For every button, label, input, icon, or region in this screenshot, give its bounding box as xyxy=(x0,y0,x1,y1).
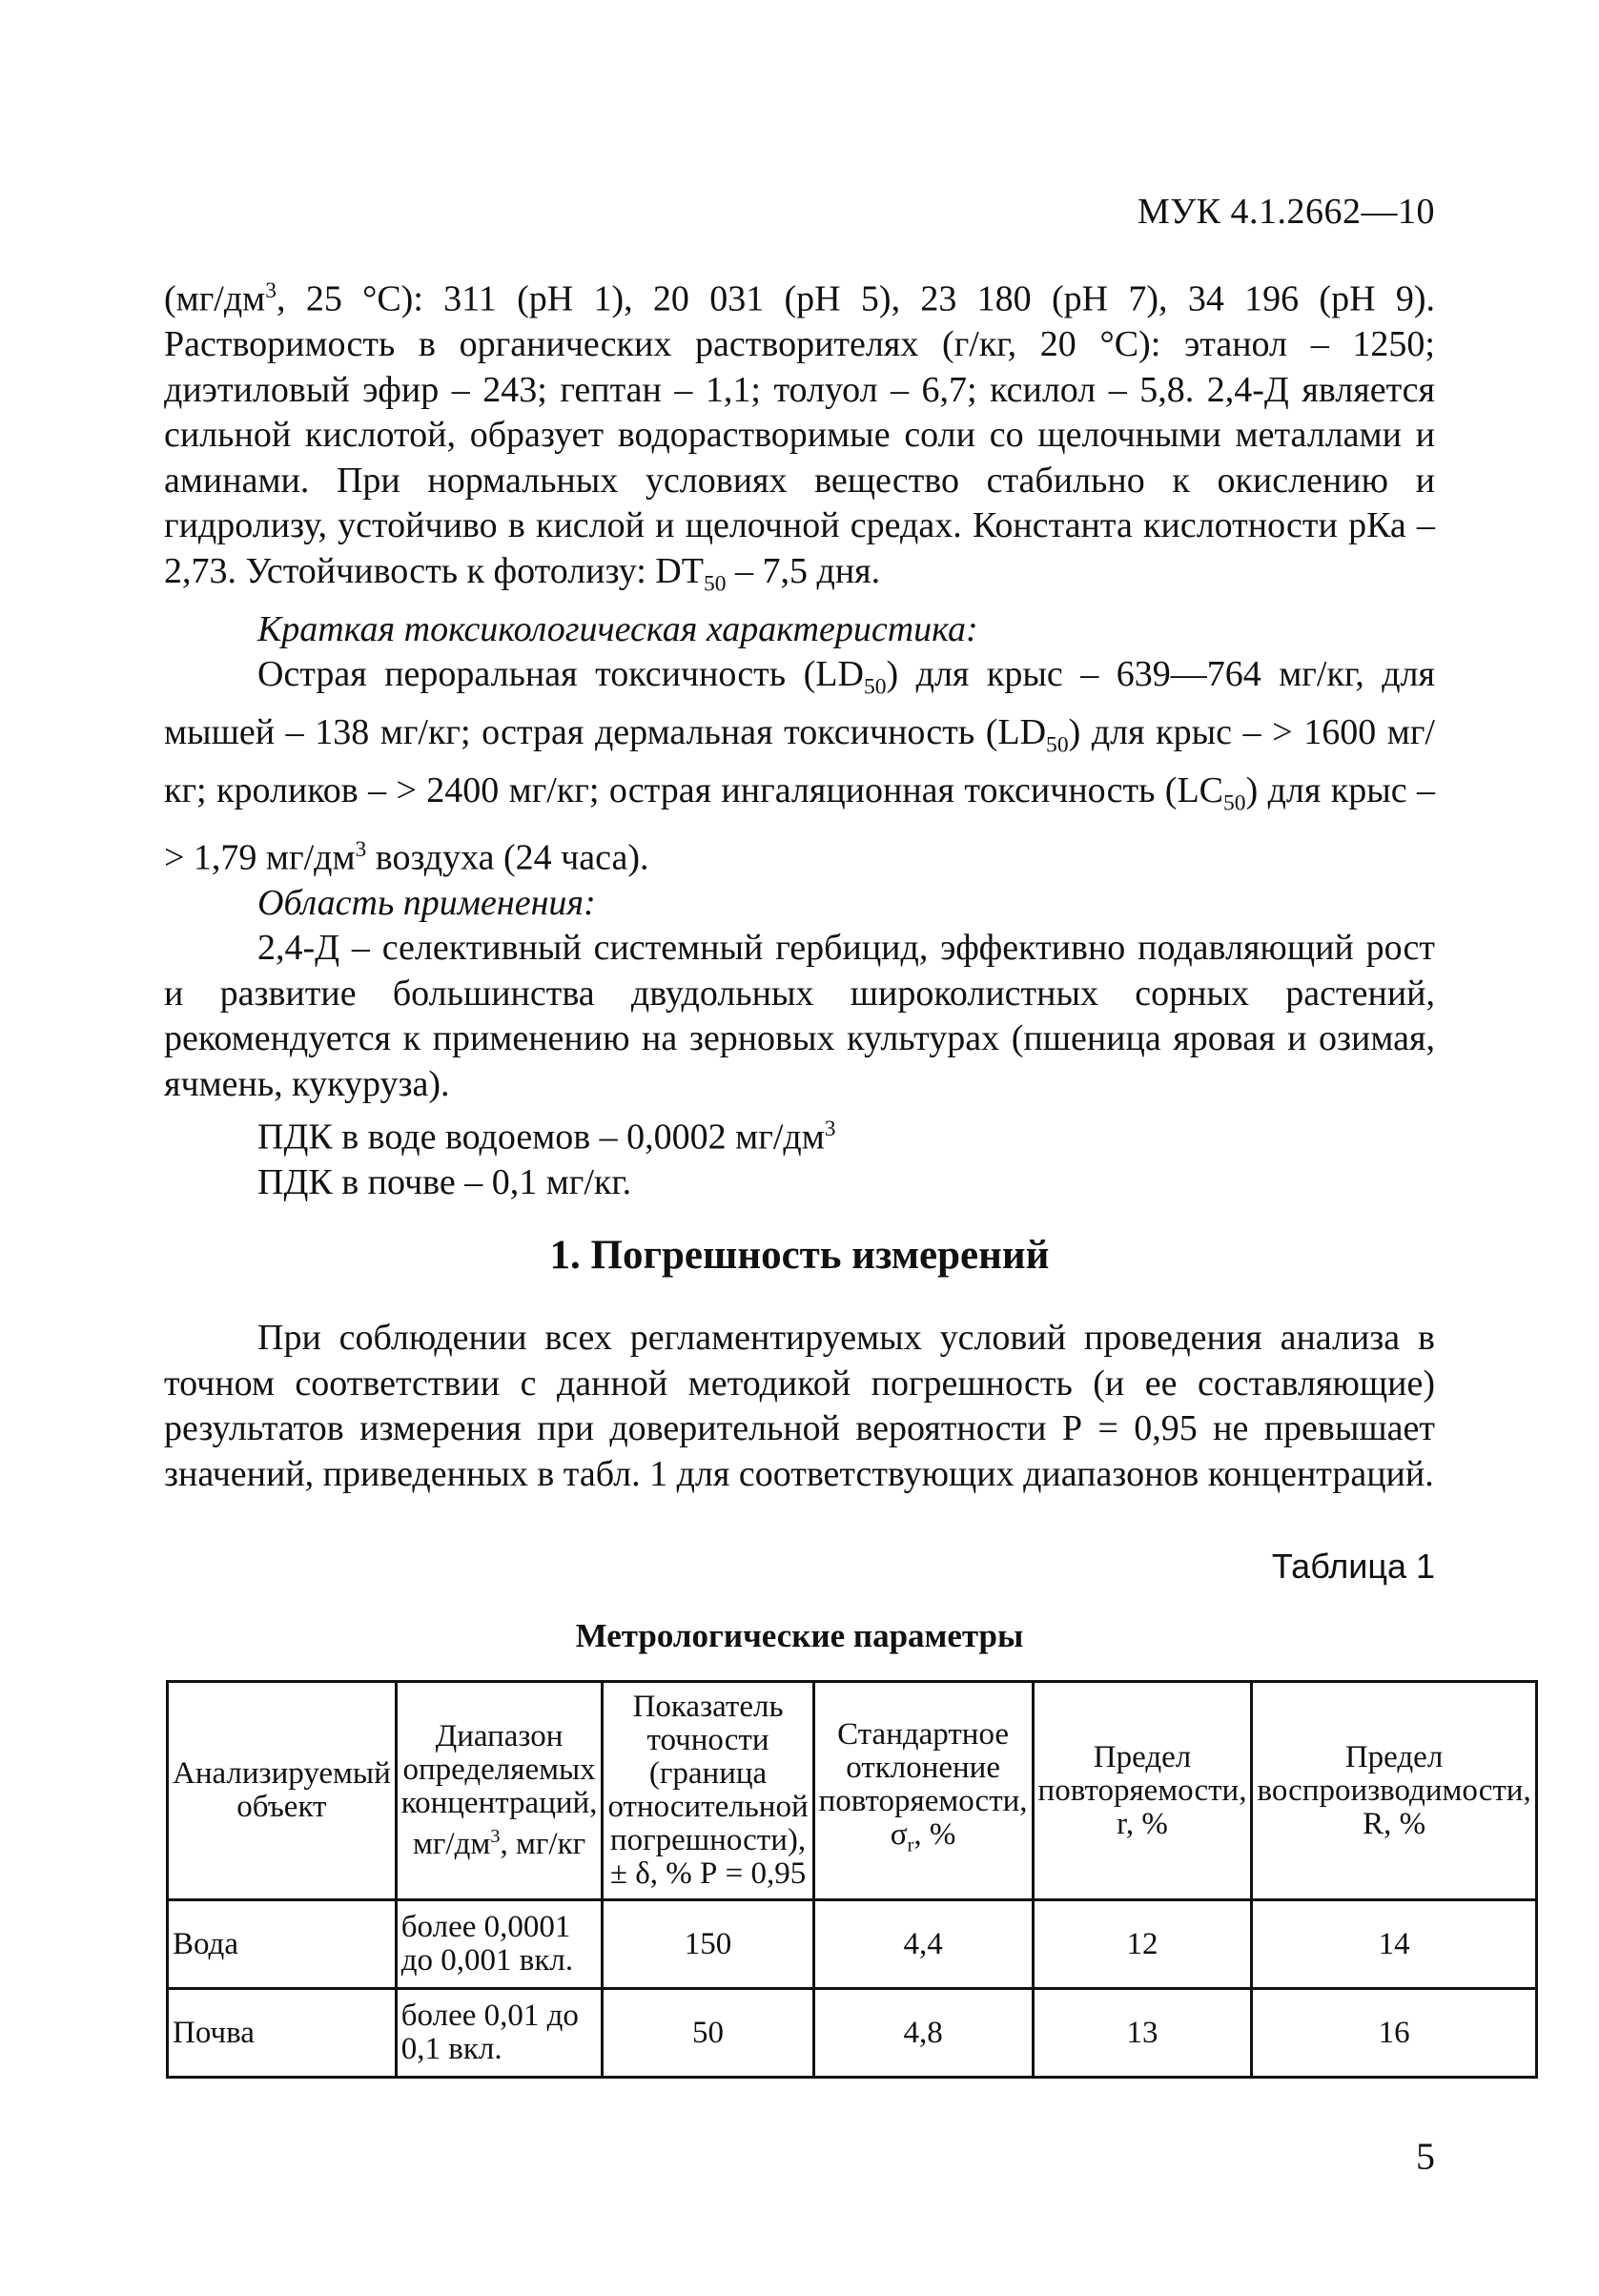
header-std xyxy=(813,1682,1033,1900)
tox-text-5: воздуха (24 часа). xyxy=(366,837,649,878)
pdk-water-text: ПДК в воде водоемов – 0,0002 мг/дм xyxy=(257,1117,825,1158)
header-std-text: Стандартное отклонение повторяемости, σ xyxy=(818,1717,1028,1853)
para1-text-2: , 25 °С): 311 (рН 1), 20 031 (рН 5), 23 180 (рН 7), 34 196 (рН 9). Растворимость в органических растворителях (г/кг, 20 °С): этанол – 1250; диэтиловый эфир – 243; гептан – 1,1; толуол – 6,7; ксилол – 5,8. 2,4-Д является сильной кислотой, образует водорастворимые соли со щелочными металлами и аминами. При нормальных условиях вещество стабильно к окислению и гидролизу, устойчиво в кислой и щелочной средах. Константа кислотности рКа – 2,73. Устойчивость к фотолизу: DT xyxy=(164,278,1435,591)
para1-sup: 3 xyxy=(265,278,277,303)
cell-repeatability: 13 xyxy=(1033,1989,1252,2078)
cell-object: Почва xyxy=(168,1989,397,2078)
pdk-soil-line: ПДК в почве – 0,1 мг/кг. xyxy=(257,1162,632,1203)
tox-sub-3: 50 xyxy=(1223,791,1246,817)
tox-sub-2: 50 xyxy=(1046,732,1069,758)
header-range-text: Диапазон определяемых концентраций, мг/дм xyxy=(400,1719,598,1861)
header-repeatability: Предел повторяемости, r, % xyxy=(1033,1682,1252,1900)
para1-text-3: – 7,5 дня. xyxy=(726,550,881,591)
body-text xyxy=(164,269,1435,1206)
table-caption: Метрологические параметры xyxy=(575,1617,1024,1654)
document-code-header: МУК 4.1.2662—10 xyxy=(1137,192,1435,232)
page-number: 5 xyxy=(1416,2135,1435,2178)
section-title: 1. Погрешность измерений xyxy=(549,1233,1050,1278)
header-reproducibility: Предел воспроизводимости, R, % xyxy=(1252,1682,1536,1900)
solubility-paragraph xyxy=(164,269,1435,607)
cell-repeatability: 12 xyxy=(1033,1900,1252,1989)
tox-sub-1: 50 xyxy=(863,674,887,700)
table-row xyxy=(168,1900,1537,1989)
header-accuracy: Показатель точности (граница относительной погрешности), ± δ, % Р = 0,95 xyxy=(603,1682,813,1900)
cell-accuracy: 50 xyxy=(603,1989,813,2078)
cell-range: более 0,0001 до 0,001 вкл. xyxy=(396,1900,603,1989)
section-text xyxy=(164,1316,1435,1497)
cell-reproducibility: 16 xyxy=(1252,1989,1536,2078)
cell-reproducibility: 14 xyxy=(1252,1900,1536,1989)
cell-object: Вода xyxy=(168,1900,397,1989)
tox-text-4: ) для крыс – > 1,79 мг/дм xyxy=(164,770,1435,878)
para1-text-1: (мг/дм xyxy=(164,278,266,319)
header-std-unit: , % xyxy=(913,1817,956,1853)
tox-text-2: ) для крыс – 639—764 мг/кг, для мышей – 138 мг/кг; острая дермальная токсичность (LD xyxy=(164,654,1435,753)
header-range-sup: 3 xyxy=(490,1826,501,1847)
table-row xyxy=(168,1989,1537,2078)
header-range-unit: , мг/кг xyxy=(500,1827,586,1861)
cell-std: 4,4 xyxy=(813,1900,1033,1989)
tox-text-1: Острая пероральная токсичность (LD xyxy=(257,654,864,695)
pdk-water-line xyxy=(164,1107,1435,1160)
tox-sup-4: 3 xyxy=(355,836,367,862)
table-label: Таблица 1 xyxy=(1271,1547,1435,1586)
tox-text-3: ) для крыс – > 1600 мг/кг; кроликов – > 2400 мг/кг; острая ингаляционная токсичность (LC xyxy=(164,712,1435,811)
header-std-sub: r xyxy=(907,1835,914,1856)
cell-accuracy: 150 xyxy=(603,1900,813,1989)
cell-range: более 0,01 до 0,1 вкл. xyxy=(396,1989,603,2078)
application-heading: Область применения: xyxy=(257,882,596,923)
pdk-water-sup: 3 xyxy=(824,1117,836,1142)
table-header-row xyxy=(168,1682,1537,1900)
para1-sub: 50 xyxy=(703,571,727,597)
header-range xyxy=(396,1682,603,1900)
section-paragraph: При соблюдении всех регламентируемых условий проведения анализа в точном соответствии с данной методикой погрешность (и ее составляющие) результатов измерения при доверительной вероятности Р = 0,95 не превышает значений, приведенных в табл. 1 для соответствующих диапазонов концентраций. xyxy=(164,1318,1435,1494)
tox-paragraph xyxy=(164,652,1435,880)
application-paragraph: 2,4-Д – селективный системный гербицид, эффективно подавляющий рост и развитие большинства двудольных широколистных сорных растений, рекомендуется к применению на зерновых культурах (пшеница яровая и озимая, ячмень, кукуруза). xyxy=(164,928,1435,1104)
cell-std: 4,8 xyxy=(813,1989,1033,2078)
metrology-table xyxy=(166,1680,1538,2079)
header-object: Анализируемый объект xyxy=(168,1682,397,1900)
tox-heading: Краткая токсикологическая характеристика: xyxy=(257,608,978,649)
